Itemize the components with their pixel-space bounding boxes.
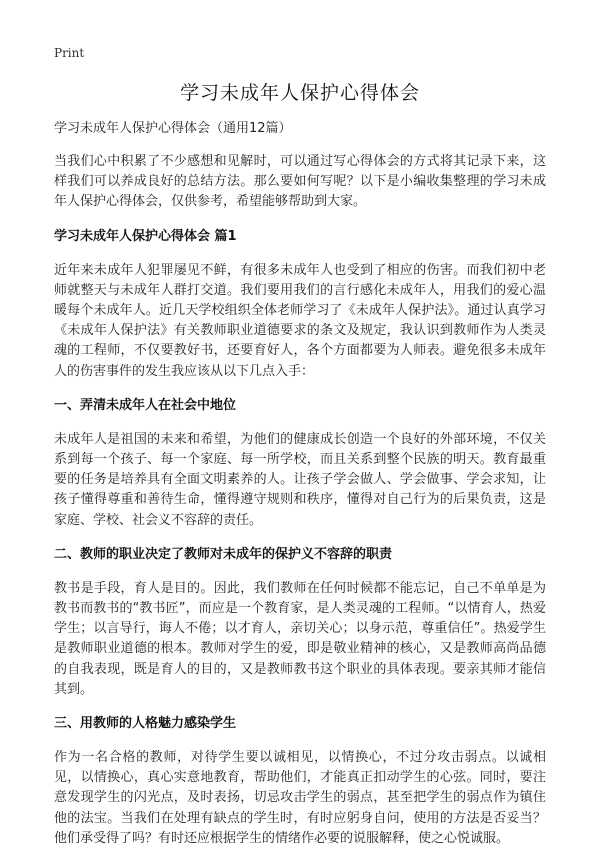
section-paragraph-4: 作为一名合格的教师，对待学生要以诚相见，以情换心，不过分攻击弱点。以诚相见，以情换心，真心实意地教育，帮助他们，才能真正扣动学生的心弦。同时，要注意发现学生的闪光点，及时表扬，切忌攻击学生的弱点，甚至把学生的弱点作为镇住他的法宝。当我们在处理有缺点的学生时，有时应躬身自问，使用的方法是否妥当？他们承受得了吗？有时还应根据学生的情绪作必要的说服解释，使之心悦诚服。 [54,750,546,846]
page-title: 学习未成年人保护心得体会 [179,82,420,104]
section-heading-2: 一、弄清未成年人在社会中地位 [54,397,237,413]
intro-paragraph: 当我们心中积累了不少感想和见解时，可以通过写心得体会的方式将其记录下来，这样我们可以养成良好的总结方法。那么要如何写呢？以下是小编收集整理的学习未成年人保护心得体会，仅供参考，希望能够帮助到大家。 [54,154,546,210]
section-heading-1: 学习未成年人保护心得体会 篇1 [54,228,237,244]
article-subtitle: 学习未成年人保护心得体会（通用12篇） [54,121,292,136]
section-heading-4: 三、用教师的人格魅力感染学生 [54,716,237,732]
print-link[interactable]: Print [54,46,85,60]
section-paragraph-1: 近年来未成年人犯罪屡见不鲜，有很多未成年人也受到了相应的伤害。而我们初中老师就整天与未成年人群打交道。我们要用我们的言行感化未成年人，用我们的爱心温暖每个未成年人。近几天学校组织全体老师学习了《未成年人保护法》。通过认真学习《未成年人保护法》有关教师职业道德要求的条文及规定，我认识到教师作为人类灵魂的工程师，不仅要教好书，还要育好人，各个方面都要为人师表。避免很多未成年人的伤害事件的发生我应该从以下几点入手： [54,262,546,379]
section-paragraph-3: 教书是手段，育人是目的。因此，我们教师在任何时候都不能忘记，自己不单单是为教书而教书的“教书匠”，而应是一个教育家，是人类灵魂的工程师。“以情育人，热爱学生；以言导行，诲人不倦；以才育人，亲切关心；以身示范，尊重信任”。热爱学生是教师职业道德的根本。教师对学生的爱，即是敬业精神的核心，又是教师高尚品德的自我表现，既是育人的目的，又是教师教书这个职业的具体表现。要亲其师才能信其到。 [54,580,546,697]
section-heading-3: 二、教师的职业决定了教师对未成年的保护义不容辞的职责 [54,546,393,562]
article-body [54,119,546,863]
section-paragraph-2: 未成年人是祖国的未来和希望，为他们的健康成长创造一个良好的外部环境，不仅关系到每一个孩子、每一个家庭、每一所学校，而且关系到整个民族的明天。教育最重要的任务是培养具有全面文明素养的人。让孩子学会做人、学会做事、学会求知，让孩子懂得尊重和善待生命，懂得遵守规则和秩序，懂得对自己行为的后果负责，这是家庭、学校、社会义不容辞的责任。 [54,431,546,528]
